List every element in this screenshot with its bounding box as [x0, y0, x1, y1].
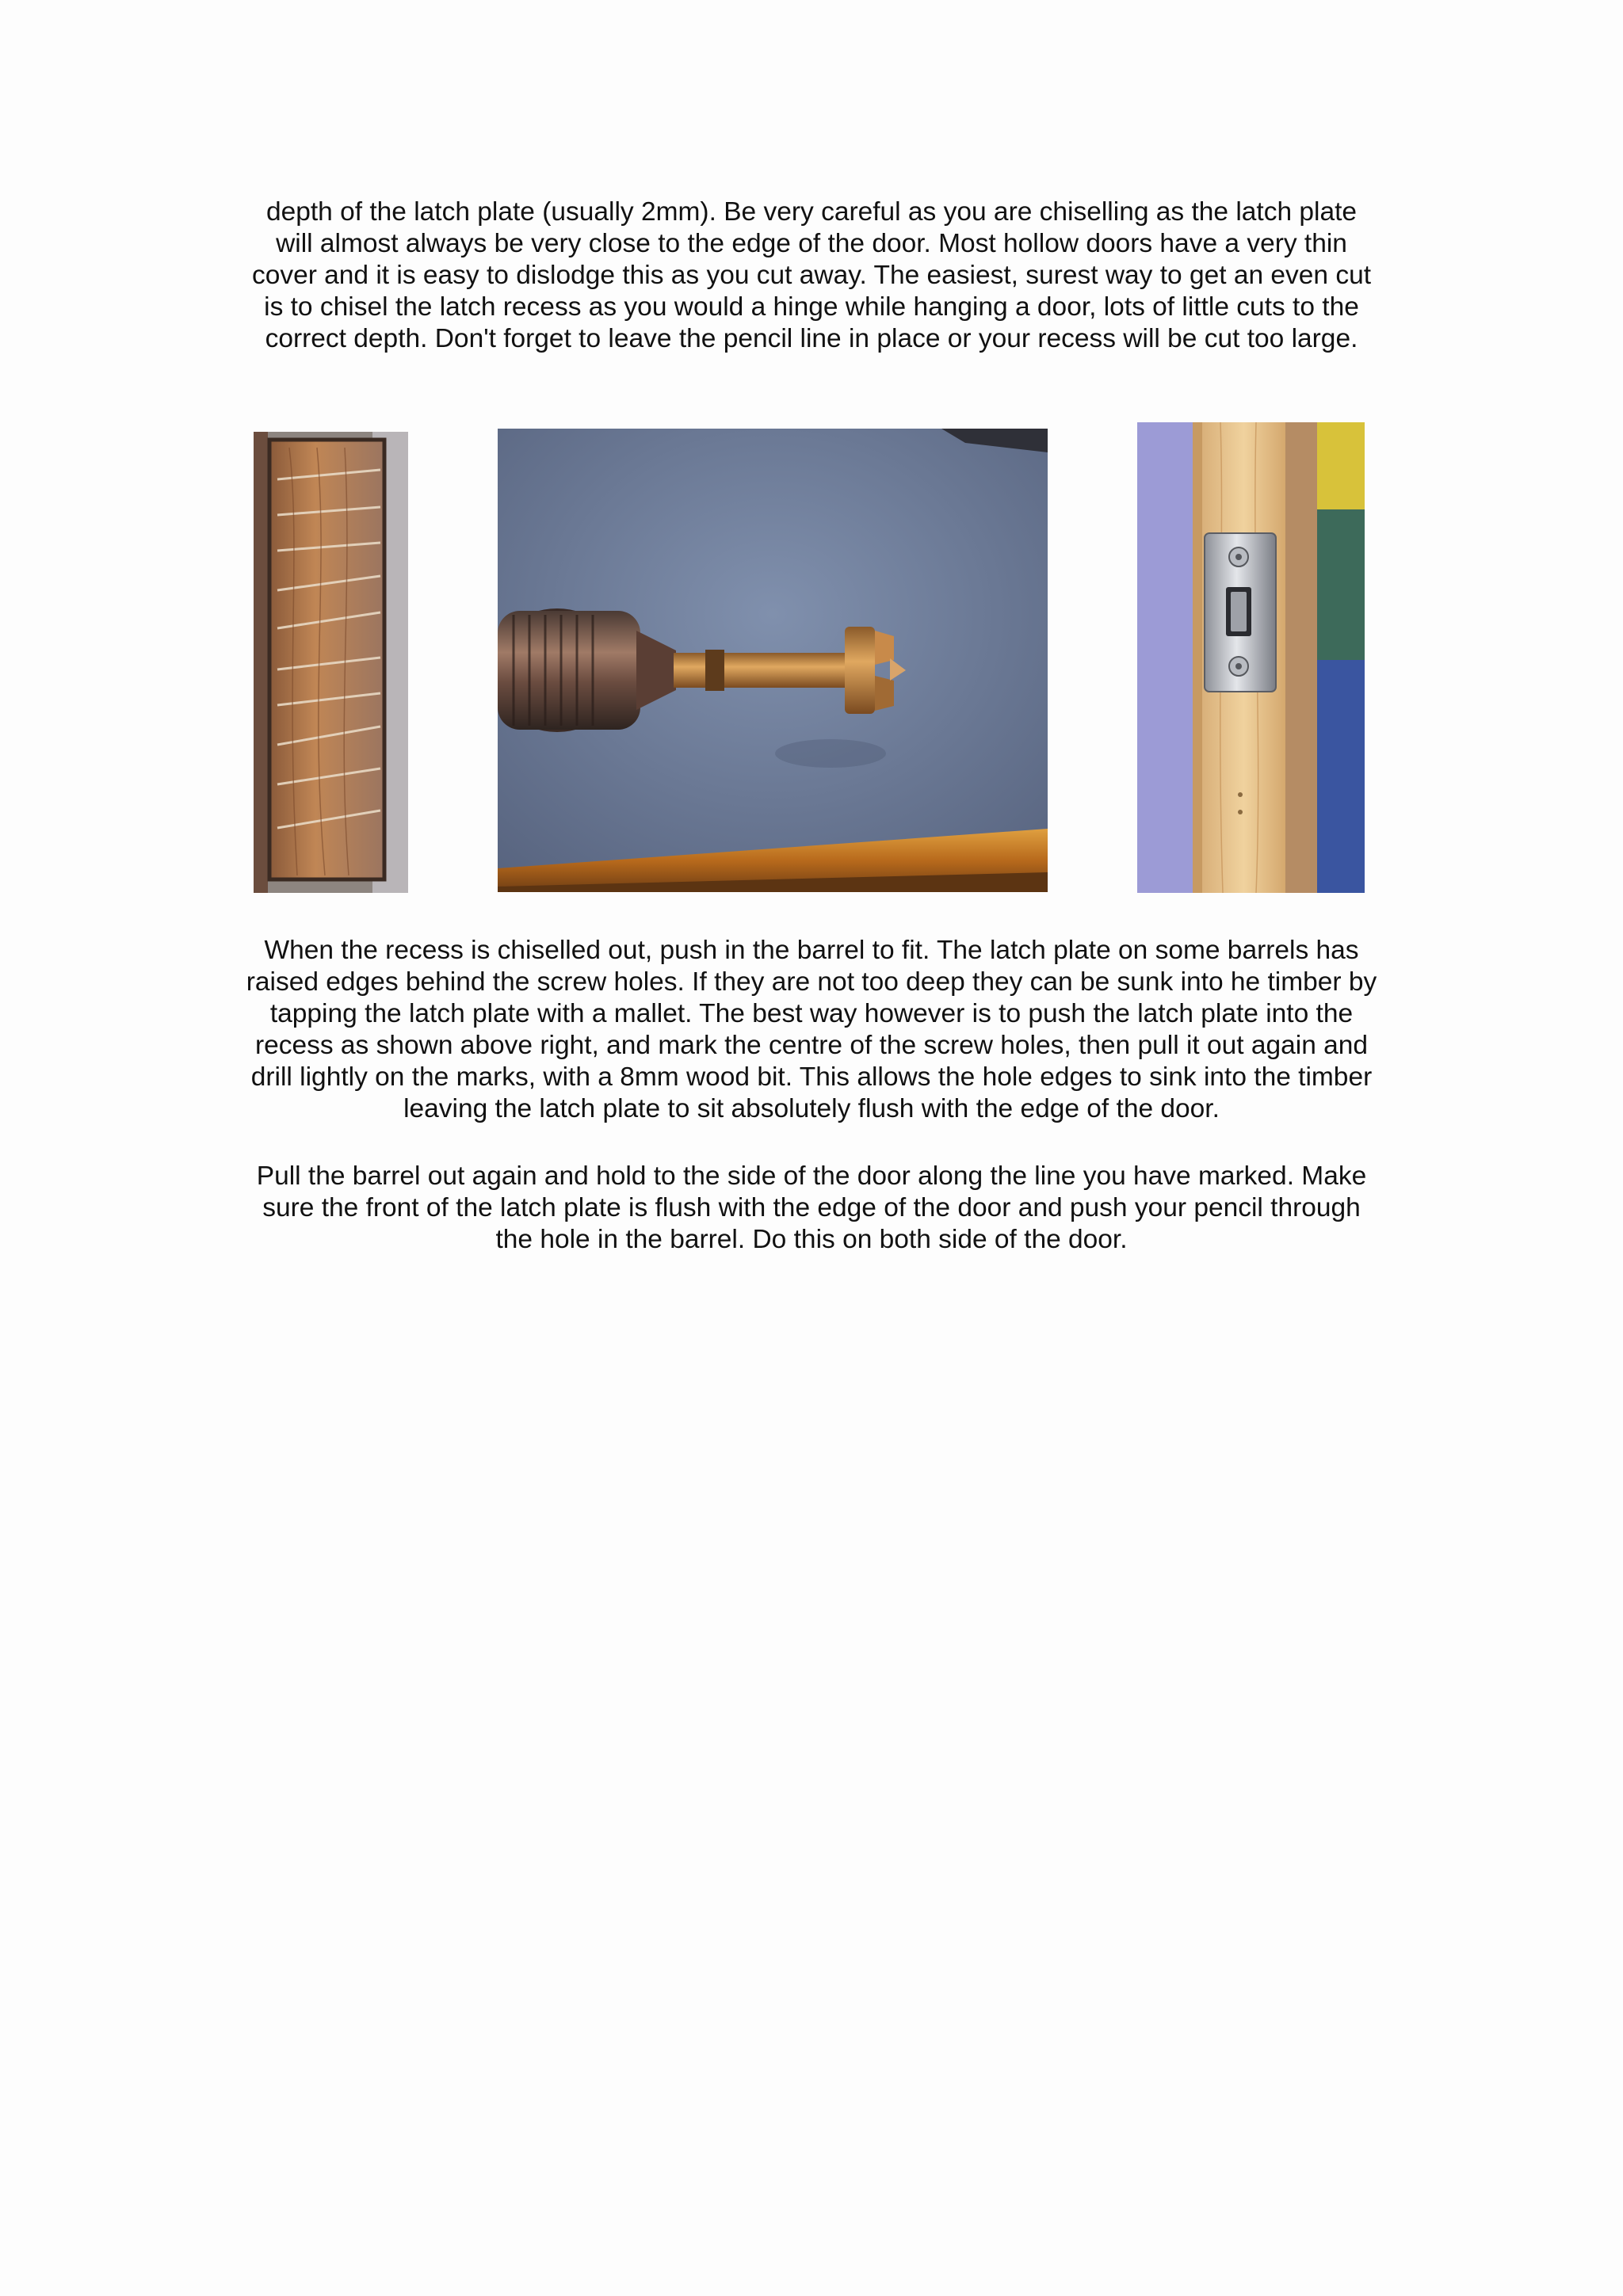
latch-plate-fitted-image: [1137, 422, 1365, 893]
chiselled-recess-image: [254, 432, 408, 893]
drill-bit-photo: [498, 429, 1048, 892]
marking-paragraph: Pull the barrel out again and hold to the side of the door along the line you have marked. Make sure the front of the latch plate is flush with the edge of the door and push your pencil through the hole in the barrel. Do this on both side of the door.: [256, 1161, 1367, 1254]
drill-bit-image: [498, 429, 1048, 892]
intro-paragraph: depth of the latch plate (usually 2mm). Be very careful as you are chiselling as the latch plate will almost always be very close to the edge of the door. Most hollow doors have a very thin cover and it is easy to dislodge this as you cut away. The easiest, surest way to get an even cut is to chisel the latch recess as you would a hinge while hanging a door, lots of little cuts to the correct depth. Don't forget to leave the pencil line in place or your recess will be cut too large.: [251, 197, 1372, 353]
barrel-fit-paragraph: When the recess is chiselled out, push in the barrel to fit. The latch plate on some barrels has raised edges behind the screw holes. If they are not too deep they can be sunk into he timber by tapping the latch plate with a mallet. The best way however is to push the latch plate into the recess as shown above right, and mark the centre of the screw holes, then pull it out again and drill lightly on the marks, with a 8mm wood bit. This allows the hole edges to sink into the timber leaving the latch plate to sit absolutely flush with the edge of the door.: [246, 936, 1377, 1123]
chiselled-recess-photo: [254, 432, 408, 893]
latch-plate-fitted-photo: [1137, 422, 1365, 893]
